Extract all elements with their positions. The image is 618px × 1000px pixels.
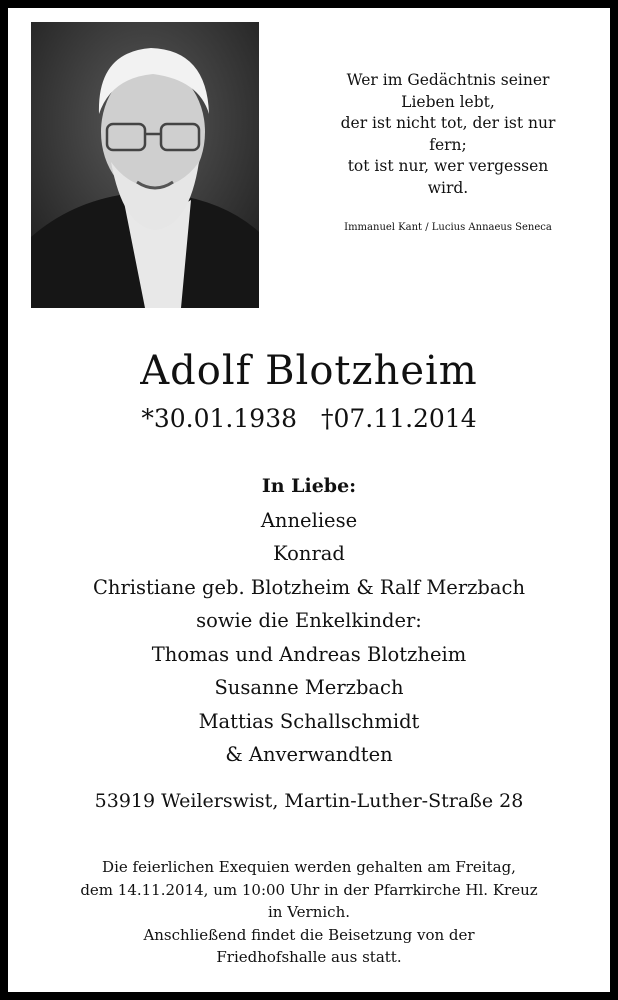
quote-line: wird. bbox=[427, 178, 469, 197]
quote-line: fern; bbox=[429, 135, 467, 154]
quote-line: der ist nicht tot, der ist nur bbox=[340, 114, 556, 132]
family-heading: In Liebe: bbox=[261, 475, 357, 497]
obituary-card bbox=[8, 8, 610, 992]
family-member: & Anverwandten bbox=[225, 743, 393, 766]
deceased-name: Adolf Blotzheim bbox=[140, 348, 478, 394]
notice-line: in Vernich. bbox=[267, 903, 351, 921]
quote-line: Wer im Gedächtnis seiner bbox=[346, 71, 550, 89]
quote-line: Lieben lebt, bbox=[401, 92, 495, 111]
family-member: Konrad bbox=[273, 542, 345, 565]
quote-author: Immanuel Kant / Lucius Annaeus Seneca bbox=[344, 222, 552, 233]
family-list bbox=[8, 470, 610, 772]
funeral-notice bbox=[8, 856, 610, 969]
quote-line: tot ist nur, wer vergessen bbox=[347, 157, 549, 175]
portrait-icon bbox=[31, 22, 259, 308]
notice-line: Friedhofshalle aus statt. bbox=[216, 948, 402, 966]
family-member: Anneliese bbox=[260, 508, 358, 532]
death-date: †07.11.2014 bbox=[321, 404, 477, 433]
birth-date: *30.01.1938 bbox=[141, 404, 297, 433]
notice-line: dem 14.11.2014, um 10:00 Uhr in der Pfarrkirche Hl. Kreuz bbox=[80, 880, 538, 899]
life-dates bbox=[8, 404, 610, 433]
family-member: Mattias Schallschmidt bbox=[198, 709, 420, 733]
portrait-photo bbox=[31, 22, 259, 308]
family-member: Thomas und Andreas Blotzheim bbox=[151, 642, 467, 666]
family-address: 53919 Weilerswist, Martin-Luther-Straße 28 bbox=[94, 790, 524, 812]
family-member: sowie die Enkelkinder: bbox=[196, 609, 422, 632]
quote-block bbox=[298, 70, 598, 235]
family-member: Christiane geb. Blotzheim & Ralf Merzbach bbox=[92, 575, 526, 599]
family-member: Susanne Merzbach bbox=[214, 676, 404, 699]
notice-line: Die feierlichen Exequien werden gehalten am Freitag, bbox=[102, 858, 516, 876]
notice-line: Anschließend findet die Beisetzung von der bbox=[143, 925, 475, 944]
